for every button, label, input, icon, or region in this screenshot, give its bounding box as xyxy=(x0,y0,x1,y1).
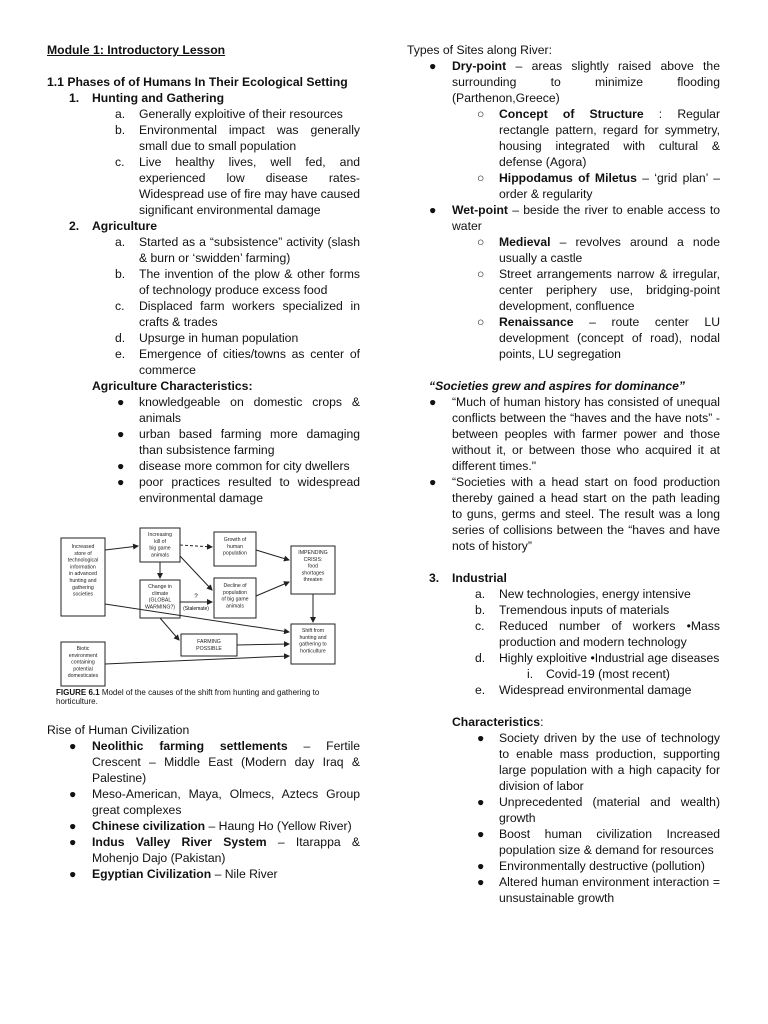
figure-box-label-biotic: potential xyxy=(73,666,93,673)
agriculture-characteristics-list xyxy=(47,394,360,506)
figure-box-label-climate: Change in xyxy=(148,584,172,590)
industrial-title: Industrial xyxy=(452,571,507,585)
list-item: ● Neolithic farming settlements – Fertile Crescent – Middle East (Modern day Iraq & Palestine) xyxy=(69,739,360,785)
figure-box-label-store: hunting and xyxy=(69,578,97,584)
agriculture-characteristics-title: Agriculture Characteristics: xyxy=(92,379,253,393)
figure-box-label-decline: of big game xyxy=(221,596,249,603)
list-item: ● “Much of human history has consisted of unequal conflicts between the “haves and the have nots” - between peoples with farmer power and those without it, or between those who acquired it at different times." xyxy=(429,395,720,473)
figure-box-label-shift: Shift from xyxy=(301,628,325,634)
bullet-icon: ● xyxy=(429,203,437,217)
bullet-icon: ● xyxy=(69,787,77,801)
figure-6-1 xyxy=(56,520,346,706)
arrow-label: (Stalemate) xyxy=(183,606,209,612)
sites-title: Types of Sites along River: xyxy=(407,43,552,57)
hunting-list xyxy=(47,106,360,218)
list-item: ○ Concept of Structure : Regular rectangle pattern, regard for symmetry, housing integrated with cultural & defense (Agora) xyxy=(477,107,721,169)
list-item: ● poor practices resulted to widespread environmental damage xyxy=(117,475,360,505)
bullet-icon: ● xyxy=(429,59,437,73)
list-item: ● “Societies with a head start on food production thereby gained a head start on the path leading to guns, germs and steel. The result was a long series of collisions between the “haves and have nots of history” xyxy=(429,475,720,553)
list-item: c. Reduced number of workers •Mass production and modern technology xyxy=(475,619,720,649)
bullet-icon: ● xyxy=(477,875,485,889)
circle-bullet-icon: ○ xyxy=(477,267,485,281)
figure-box-label-biotic: Biotic xyxy=(76,646,90,652)
bullet-icon: ● xyxy=(69,739,77,753)
right-column xyxy=(407,42,720,906)
agriculture-heading xyxy=(47,218,360,234)
bullet-icon: ● xyxy=(117,459,125,473)
bullet-icon: ● xyxy=(117,427,125,441)
hunting-heading xyxy=(47,90,360,106)
list-item: c. Displaced farm workers specialized in crafts & trades xyxy=(115,299,360,329)
figure-box-label-farming: FARMING xyxy=(197,639,221,645)
list-item: ● urban based farming more damaging than subsistence farming xyxy=(117,427,360,457)
figure-box-label-climate: WARMING?) xyxy=(144,604,176,611)
circle-bullet-icon: ○ xyxy=(477,315,485,329)
figure-box-label-kill: kill of xyxy=(154,538,166,545)
list-item: ● Unprecedented (material and wealth) growth xyxy=(477,795,720,825)
module-title: Module 1: Introductory Lesson xyxy=(47,43,226,57)
list-item: b. The invention of the plow & other forms of technology produce excess food xyxy=(115,267,360,297)
bullet-icon: ● xyxy=(117,475,125,489)
list-item: e. Widespread environmental damage xyxy=(475,683,692,697)
figure-box-label-crisis: shortages xyxy=(301,570,325,577)
figure-diagram xyxy=(56,520,346,700)
figure-box-label-kill: Increasing xyxy=(148,532,172,538)
figure-caption-text: Model of the causes of the shift from hunting and gathering to horticulture. xyxy=(56,688,320,706)
list-item: a. Generally exploitive of their resources xyxy=(115,107,343,121)
list-item: ● Chinese civilization – Haung Ho (Yellow River) xyxy=(69,819,352,833)
bullet-icon: ● xyxy=(117,395,125,409)
bullet-icon: ● xyxy=(69,867,77,881)
figure-caption xyxy=(56,688,346,706)
list-item: ● Boost human civilization Increased population size & demand for resources xyxy=(477,827,720,857)
bullet-icon: ● xyxy=(477,859,485,873)
bullet-icon: ● xyxy=(477,827,485,841)
figure-box-label-biotic: domesticates xyxy=(67,673,99,680)
figure-box-label-decline: Decline of xyxy=(223,583,247,589)
list-item: ● Environmentally destructive (pollution) xyxy=(477,859,705,873)
figure-box-label-crisis: CRISIS: xyxy=(303,556,323,563)
figure-box-label-farming: POSSIBLE xyxy=(196,645,222,652)
figure-box-label-store: societies xyxy=(72,591,94,598)
list-item: ○ Hippodamus of Miletus – ‘grid plan’ – order & regularity xyxy=(477,171,721,201)
figure-box-label-shift: gathering to xyxy=(299,641,327,648)
list-item: b. Environmental impact was generally small due to small population xyxy=(115,123,360,153)
figure-box-label-growth: population xyxy=(223,550,247,557)
list-item: ● knowledgeable on domestic crops & animals xyxy=(117,395,360,425)
figure-box-label-biotic: containing xyxy=(71,659,95,666)
bullet-icon: ● xyxy=(429,475,437,489)
list-item: b. Tremendous inputs of materials xyxy=(475,603,670,617)
list-item: ● Egyptian Civilization – Nile River xyxy=(69,867,278,881)
list-item: ○ Renaissance – route center LU development (concept of road), nodal points, LU segregation xyxy=(477,315,720,361)
figure-box-label-climate: (GLOBAL xyxy=(148,597,172,604)
figure-caption-label: FIGURE 6.1 xyxy=(56,688,100,697)
figure-box-label-store: Increased xyxy=(71,544,95,550)
circle-bullet-icon: ○ xyxy=(477,235,485,249)
characteristics-title: Characteristics: xyxy=(452,715,544,729)
hunting-number: 1. xyxy=(69,91,80,105)
figure-box-label-store: information xyxy=(70,564,96,571)
list-item: ● disease more common for city dwellers xyxy=(117,459,350,473)
list-item: ● Altered human environment interaction = unsustainable growth xyxy=(477,875,720,905)
figure-box-label-decline: population xyxy=(223,589,247,596)
list-item: c. Live healthy lives, well fed, and experienced low disease rates-Widespread use of fire may have caused significant environmental damage xyxy=(115,155,360,217)
figure-box-label-store: in advanced xyxy=(69,571,97,578)
list-item: e. Emergence of cities/towns as center of commerce xyxy=(115,347,360,377)
figure-box-label-shift: hunting and xyxy=(299,634,327,641)
figure-box-label-crisis: IMPENDING xyxy=(298,550,328,556)
figure-box-label-kill: big game xyxy=(149,545,171,552)
figure-box-label-growth: human xyxy=(227,543,243,550)
list-item: ● Indus Valley River System – Itarappa & Mohenjo Dajo (Pakistan) xyxy=(69,835,360,865)
bullet-icon: ● xyxy=(477,731,485,745)
hunting-title: Hunting and Gathering xyxy=(92,91,225,105)
figure-box-label-store: gathering xyxy=(72,584,94,591)
list-item: ○ Street arrangements narrow & irregular, center periphery use, bridging-point development, confluence xyxy=(477,267,720,313)
figure-box-label-growth: Growth of xyxy=(223,537,247,543)
figure-box-label-biotic: environment xyxy=(68,652,98,659)
section-title: 1.1 Phases of of Humans In Their Ecological Setting xyxy=(47,75,348,89)
bullet-icon: ● xyxy=(477,795,485,809)
left-column xyxy=(47,42,360,882)
figure-box-label-store: store of xyxy=(74,550,92,557)
list-item: ● Society driven by the use of technology to enable mass production, supporting large population with a high capacity for division of labor xyxy=(477,731,720,793)
list-item: a. New technologies, energy intensive xyxy=(475,587,691,601)
list-item: a. Started as a “subsistence” activity (slash & burn or ‘swidden’ farming) xyxy=(115,235,360,265)
list-item: ● Dry-point – areas slightly raised above the surrounding to minimize flooding (Parthenon,Greece) xyxy=(429,59,720,105)
list-item: ● Wet-point – beside the river to enable access to water xyxy=(429,203,720,233)
figure-box-label-kill: animals xyxy=(151,552,169,559)
circle-bullet-icon: ○ xyxy=(477,107,485,121)
rise-title: Rise of Human Civilization xyxy=(47,723,190,737)
list-item: i. Covid-19 (most recent) xyxy=(527,667,670,681)
bullet-icon: ● xyxy=(69,835,77,849)
agriculture-number: 2. xyxy=(69,219,80,233)
figure-box-label-crisis: threaten xyxy=(303,577,323,584)
figure-box-label-store: technological xyxy=(67,557,99,564)
agriculture-title: Agriculture xyxy=(92,219,158,233)
figure-box-label-climate: climate xyxy=(151,590,169,597)
bullet-icon: ● xyxy=(429,395,437,409)
agriculture-list xyxy=(47,234,360,378)
list-item: ● Meso-American, Maya, Olmecs, Aztecs Group great complexes xyxy=(69,787,360,817)
figure-box-label-crisis: food xyxy=(307,563,319,570)
industrial-heading xyxy=(407,570,720,586)
circle-bullet-icon: ○ xyxy=(477,171,485,185)
list-item: d. Highly exploitive •Industrial age diseases xyxy=(475,651,720,665)
figure-box-label-decline: animals xyxy=(226,603,244,610)
list-item: ○ Medieval – revolves around a node usually a castle xyxy=(477,235,720,265)
industrial-number: 3. xyxy=(429,571,440,585)
quote-title: “Societies grew and aspires for dominance” xyxy=(429,379,686,393)
list-item: d. Upsurge in human population xyxy=(115,331,299,345)
arrow-question: ? xyxy=(194,594,198,600)
figure-box-label-shift: horticulture xyxy=(300,648,326,655)
rise-list xyxy=(47,738,360,882)
bullet-icon: ● xyxy=(69,819,77,833)
